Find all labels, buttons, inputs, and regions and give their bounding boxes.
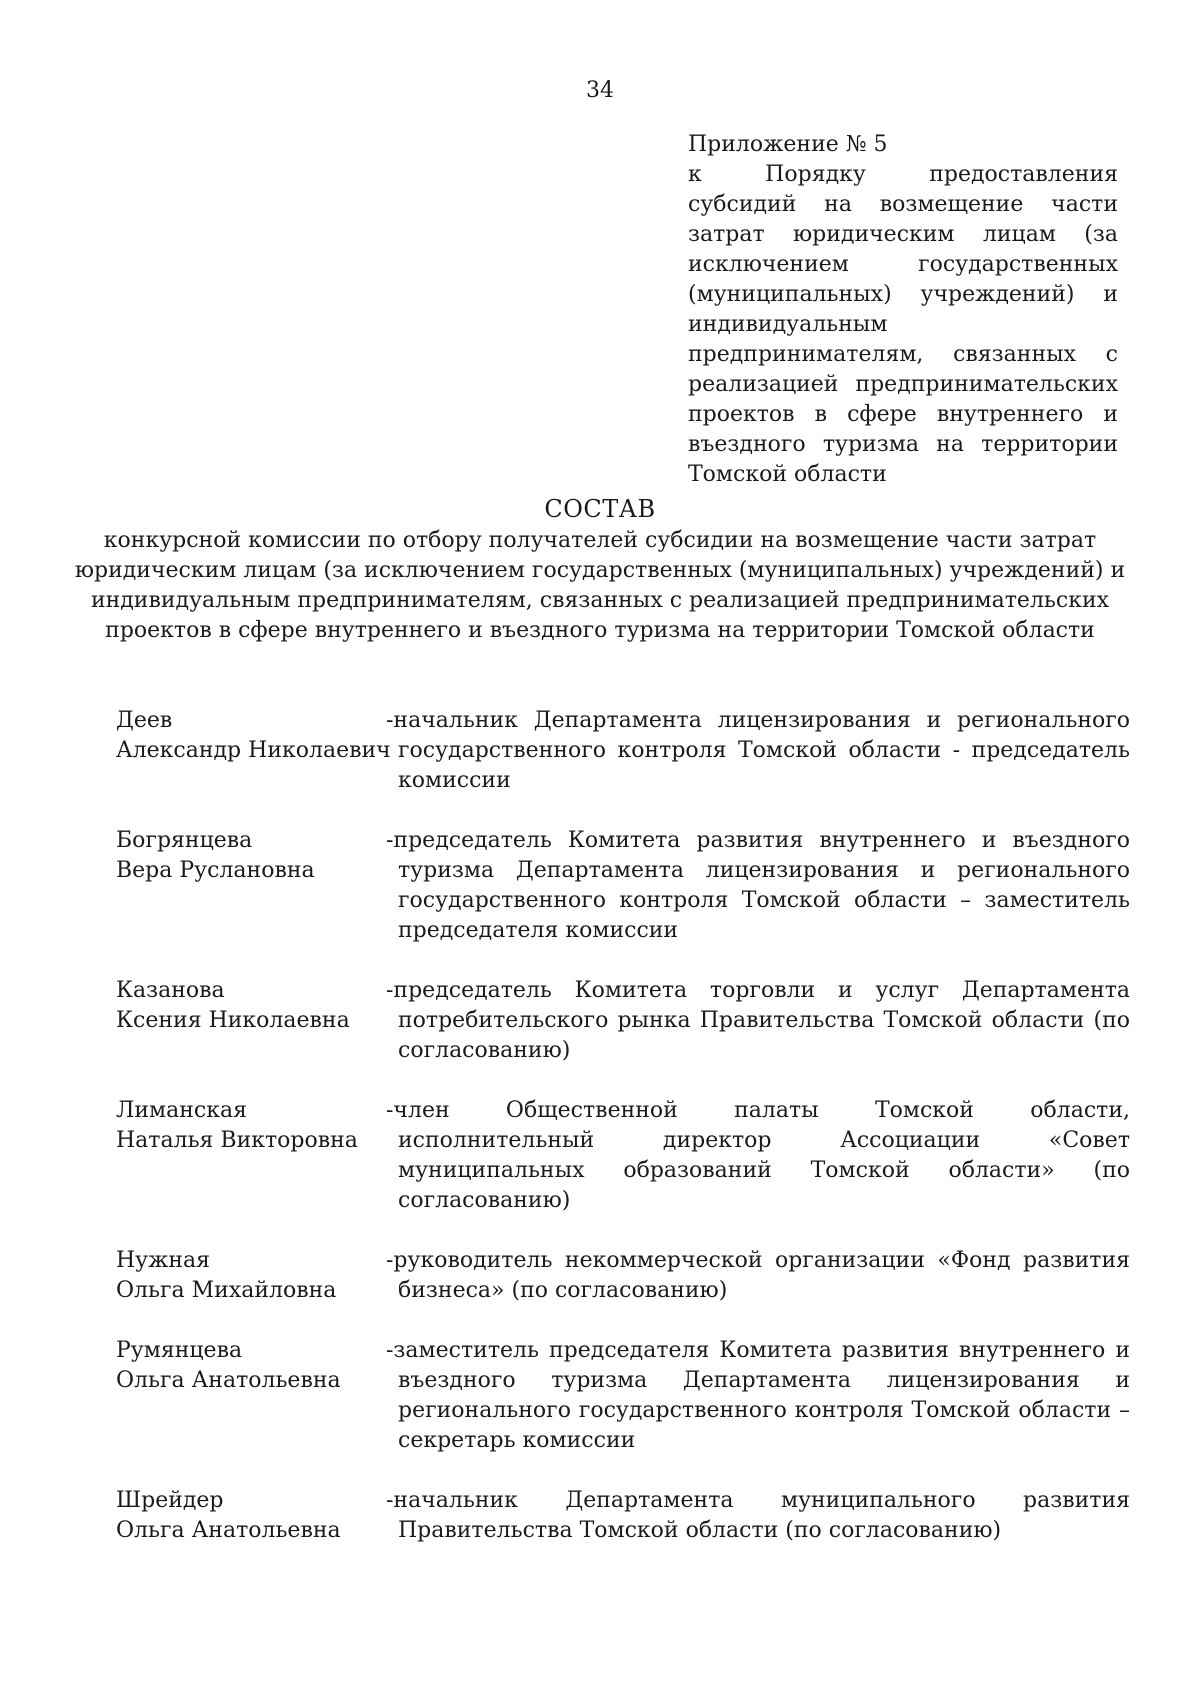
member-role: -заместитель председателя Комитета развития внутреннего и въездного туризма Департамента лицензирования и регионального государственного контроля Томской области – секретарь комиссии <box>386 1338 1130 1453</box>
member-role: -член Общественной палаты Томской области, исполнительный директор Ассоциации «Совет муниципальных образований Томской области» (по согласованию) <box>386 1098 1130 1213</box>
member-row <box>116 1336 1130 1456</box>
member-surname: Лиманская <box>116 1098 247 1123</box>
member-row <box>116 976 1130 1066</box>
member-row <box>116 1246 1130 1306</box>
member-surname: Казанова <box>116 978 225 1003</box>
member-name <box>116 1246 386 1306</box>
member-name <box>116 1486 386 1546</box>
document-title: СОСТАВ <box>544 495 656 523</box>
member-row <box>116 706 1130 796</box>
member-role: -начальник Департамента лицензирования и регионального государственного контроля Томской области - председатель комиссии <box>386 708 1130 793</box>
document-heading <box>0 492 1200 646</box>
member-given-names: Наталья Викторовна <box>116 1128 358 1153</box>
document-subtitle: конкурсной комиссии по отбору получателей субсидии на возмещение части затрат юридическим лицам (за исключением государственных (муниципальных) учреждений) и индивидуальным предпринимателям, связанных с реализацией предпринимательских проектов в сфере внутреннего и въездного туризма на территории Томской области <box>74 528 1126 643</box>
member-given-names: Александр Николаевич <box>116 738 391 763</box>
member-role: -начальник Департамента муниципального развития Правительства Томской области (по согласованию) <box>386 1488 1130 1543</box>
member-given-names: Ксения Николаевна <box>116 1008 350 1033</box>
member-row <box>116 826 1130 946</box>
member-given-names: Ольга Михайловна <box>116 1278 337 1303</box>
member-name <box>116 706 391 766</box>
commission-members-list <box>116 706 1130 1546</box>
member-given-names: Ольга Анатольевна <box>116 1368 341 1393</box>
member-surname: Нужная <box>116 1248 211 1273</box>
member-role: -руководитель некоммерческой организации «Фонд развития бизнеса» (по согласованию) <box>386 1248 1130 1303</box>
member-row <box>116 1096 1130 1216</box>
member-name <box>116 976 386 1036</box>
member-surname: Румянцева <box>116 1338 243 1363</box>
page-number: 34 <box>586 78 614 103</box>
member-surname: Богрянцева <box>116 828 253 853</box>
member-surname: Шрейдер <box>116 1488 224 1513</box>
member-role: -председатель Комитета развития внутреннего и въездного туризма Департамента лицензирования и регионального государственного контроля Томской области – заместитель председателя комиссии <box>386 828 1130 943</box>
member-name <box>116 1096 386 1156</box>
member-given-names: Вера Руслановна <box>116 858 315 883</box>
appendix-block <box>688 130 1118 490</box>
member-surname: Деев <box>116 708 173 733</box>
member-row <box>116 1486 1130 1546</box>
member-name <box>116 826 386 886</box>
member-name <box>116 1336 386 1396</box>
member-given-names: Ольга Анатольевна <box>116 1518 341 1543</box>
appendix-text: к Порядку предоставления субсидий на возмещение части затрат юридическим лицам (за исключением государственных (муниципальных) учреждений) и индивидуальным предпринимателям, связанных с реализацией предпринимательских проектов в сфере внутреннего и въездного туризма на территории Томской области <box>688 162 1118 487</box>
member-role: -председатель Комитета торговли и услуг Департамента потребительского рынка Правительства Томской области (по согласованию) <box>386 978 1130 1063</box>
appendix-title: Приложение № 5 <box>688 132 888 157</box>
